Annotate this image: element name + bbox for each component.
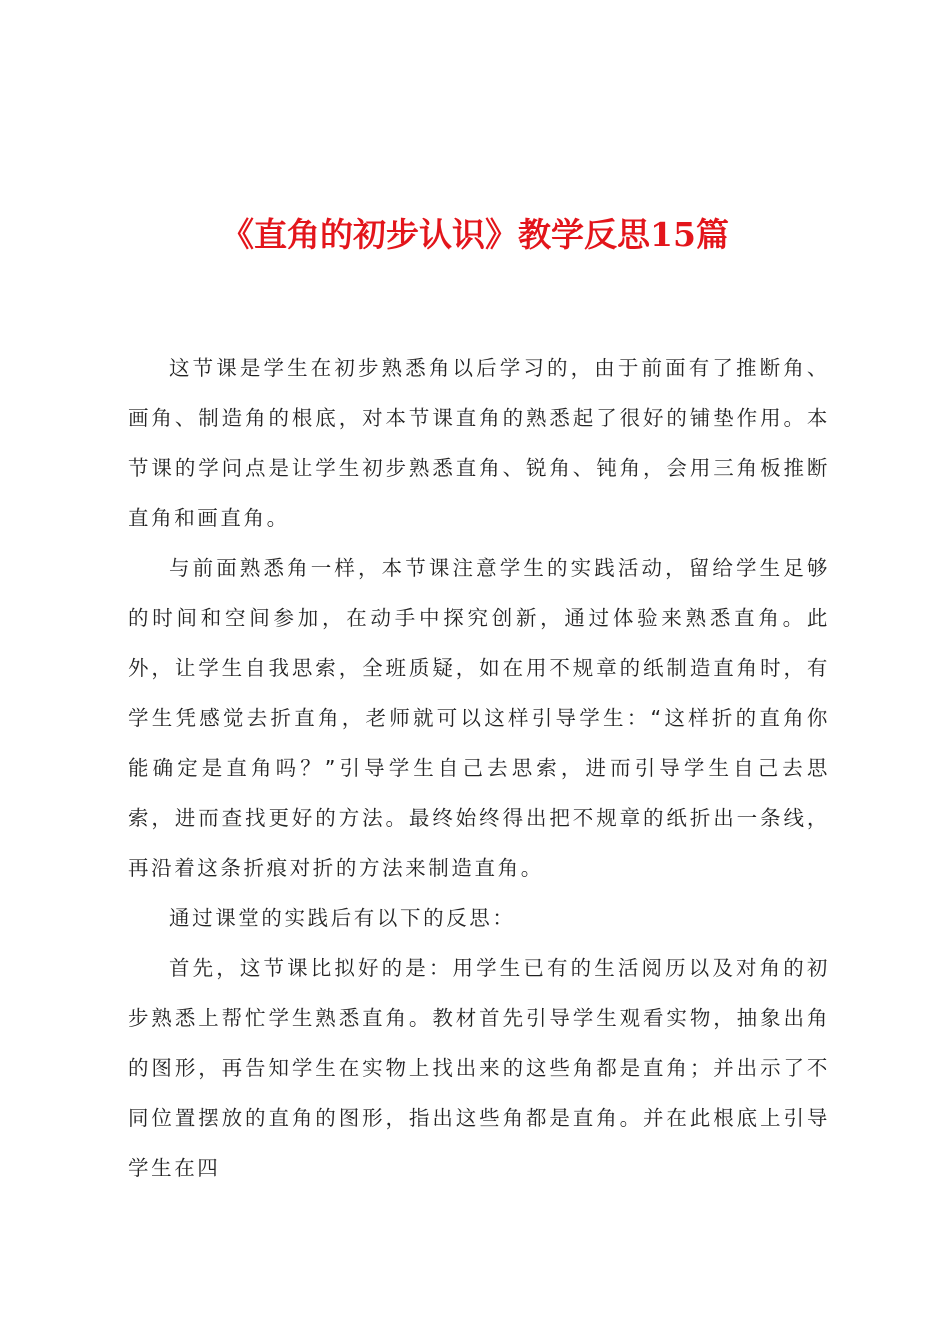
document-body	[128, 343, 830, 1193]
paragraph-1: 这节课是学生在初步熟悉角以后学习的，由于前面有了推断角、画角、制造角的根底，对本节课直角的熟悉起了很好的铺垫作用。本节课的学问点是让学生初步熟悉直角、锐角、钝角，会用三角板推断直角和画直角。	[128, 356, 830, 530]
document-title: 《直角的初步认识》教学反思15篇	[221, 215, 729, 254]
paragraph-3: 通过课堂的实践后有以下的反思：	[169, 906, 516, 930]
paragraph-2: 与前面熟悉角一样，本节课注意学生的实践活动，留给学生足够的时间和空间参加，在动手中探究创新，通过体验来熟悉直角。此外，让学生自我思索，全班质疑，如在用不规章的纸制造直角时，有学生凭感觉去折直角，老师就可以这样引导学生：“这样折的直角你能确定是直角吗？”引导学生自己去思索，进而引导学生自己去思索，进而查找更好的方法。最终始终得出把不规章的纸折出一条线，再沿着这条折痕对折的方法来制造直角。	[128, 556, 830, 880]
paragraph-4: 首先，这节课比拟好的是：用学生已有的生活阅历以及对角的初步熟悉上帮忙学生熟悉直角。教材首先引导学生观看实物，抽象出角的图形，再告知学生在实物上找出来的这些角都是直角；并出示了不同位置摆放的直角的图形，指出这些角都是直角。并在此根底上引导学生在四	[128, 956, 830, 1180]
